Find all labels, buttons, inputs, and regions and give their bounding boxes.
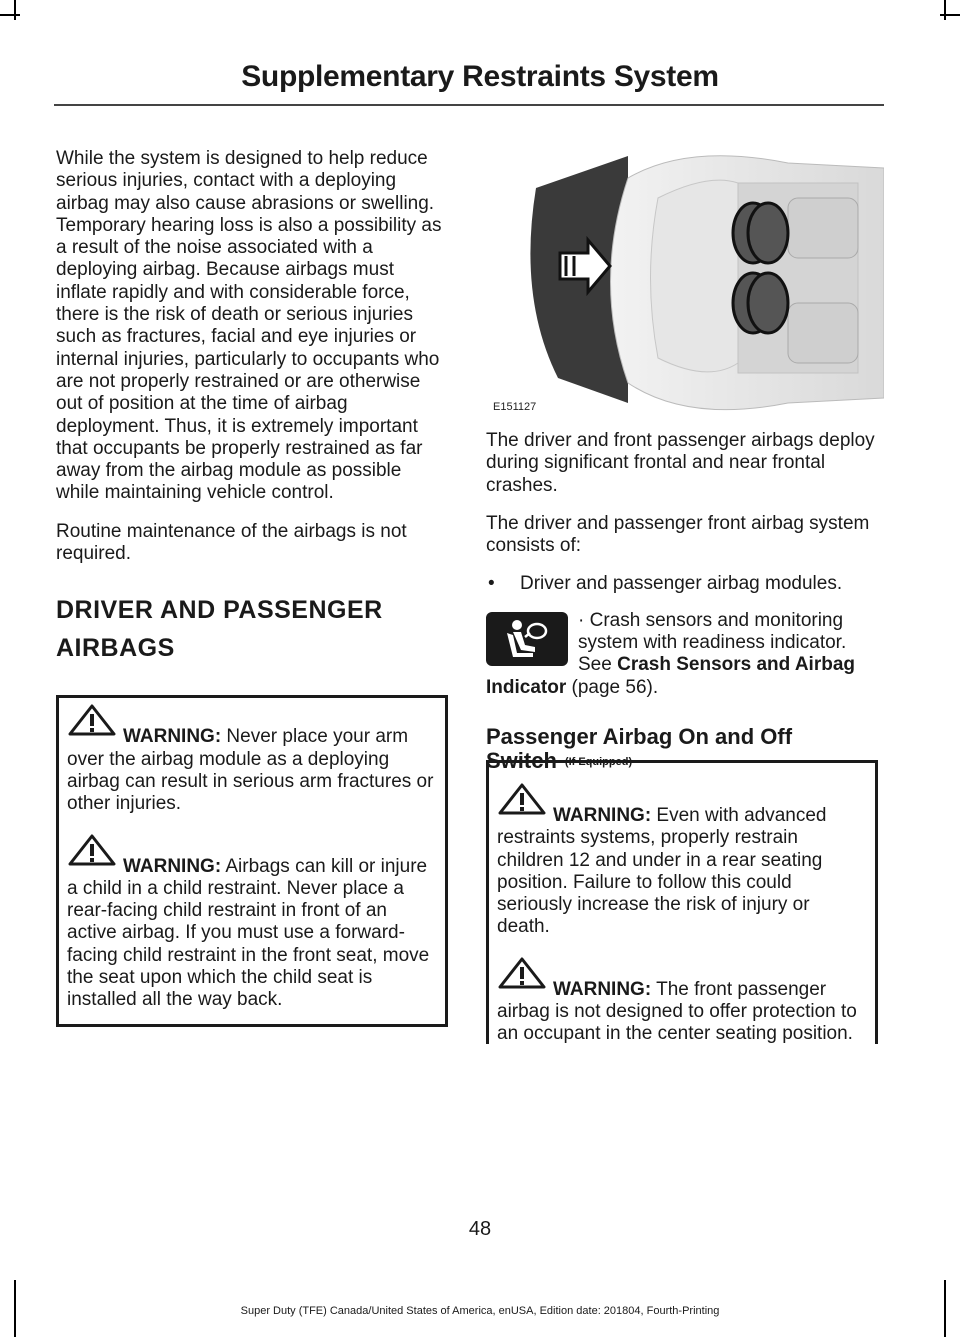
warning-text: The front passenger airbag is not designed to offer protection to an occupant in the center seating position. <box>497 978 857 1045</box>
warning <box>497 783 867 939</box>
crop-mark <box>14 0 16 20</box>
warning-triangle-icon <box>67 834 117 866</box>
page-reference: (page 56). <box>566 676 659 698</box>
bullet-mark: • <box>488 573 495 595</box>
crop-mark <box>944 0 946 20</box>
crop-mark <box>0 14 20 16</box>
warning-label: WARNING: <box>123 726 222 748</box>
figure-id: E151127 <box>493 401 537 413</box>
indicator-item <box>486 610 882 699</box>
section-heading-line: AIRBAGS <box>56 634 175 663</box>
section-heading <box>56 591 448 667</box>
warning-text: Even with advanced restraints systems, properly restrain children 12 and under in a rear seating position. Failure to follow this could seriously increase the risk of injury or death. <box>497 805 827 938</box>
paragraph: While the system is designed to help reduce serious injuries, contact with a deploying airbag may also cause abrasions or swelling. Temporary hearing loss is also a possibility as a result of the noise associated with a deploying airbag. Because airbags must inflate rapidly and with considerable force, there is the risk of death or serious injuries such as fractures, facial and eye injuries or internal injuries, particularly to occupants who are not properly restrained or are otherwise out of position at the time of airbag deployment. Thus, it is extremely important that occupants be properly restrained as far away from the airbag module as possible while maintaining vehicle control. <box>56 148 442 504</box>
airbag-indicator-icon <box>486 612 568 666</box>
right-column <box>486 430 882 802</box>
warning-triangle-icon <box>497 957 547 989</box>
warning <box>497 957 867 1046</box>
warning-label: WARNING: <box>553 805 652 826</box>
paragraph: Routine maintenance of the airbags is not required. <box>56 520 407 565</box>
seated-person-airbag-icon <box>499 617 555 661</box>
footer-text: Super Duty (TFE) Canada/United States of America, enUSA, Edition date: 201804, Fourth-Printing <box>240 1305 720 1317</box>
list-item <box>486 573 882 595</box>
warning-label: WARNING: <box>553 978 652 1000</box>
header-rule <box>54 104 884 106</box>
warning-text: Airbags can kill or injure a child in a child restraint. Never place a rear-facing child restraint in front of an active airbag. If you must use a forward-facing child restraint in the front seat, move the seat upon which the child seat is installed all the way back. <box>67 855 430 1011</box>
subsection-heading-text: Passenger Airbag On and Off Switch <box>486 723 793 773</box>
warning-box <box>56 695 448 1026</box>
cross-reference-link[interactable]: Crash Sensors and Airbag Indicator <box>486 654 856 698</box>
crop-mark <box>940 14 960 16</box>
warning <box>67 704 437 815</box>
warning-label: WARNING: <box>123 855 222 877</box>
warning-text: Never place your arm over the airbag module as a deploying airbag can result in serious arm fractures or other injuries. <box>67 726 434 815</box>
section-heading-line: DRIVER AND PASSENGER <box>56 596 383 625</box>
if-equipped-note: (If Equipped) <box>564 756 633 769</box>
warning <box>67 834 437 1012</box>
paragraph: The driver and passenger front airbag system consists of: <box>486 512 870 557</box>
warning-box <box>486 760 878 1044</box>
indicator-text: · Crash sensors and monitoring system with readiness indicator. See <box>578 609 847 676</box>
page-title: Supplementary Restraints System <box>241 60 719 93</box>
airbag-deployment-illustration <box>488 148 884 418</box>
warning-triangle-icon <box>67 704 117 736</box>
page-number: 48 <box>468 1218 492 1240</box>
list-item-text: Driver and passenger airbag modules. <box>520 573 843 595</box>
paragraph: The driver and front passenger airbags deploy during significant frontal and near frontal crashes. <box>486 430 875 496</box>
warning-triangle-icon <box>497 783 547 815</box>
left-column <box>56 148 448 1027</box>
